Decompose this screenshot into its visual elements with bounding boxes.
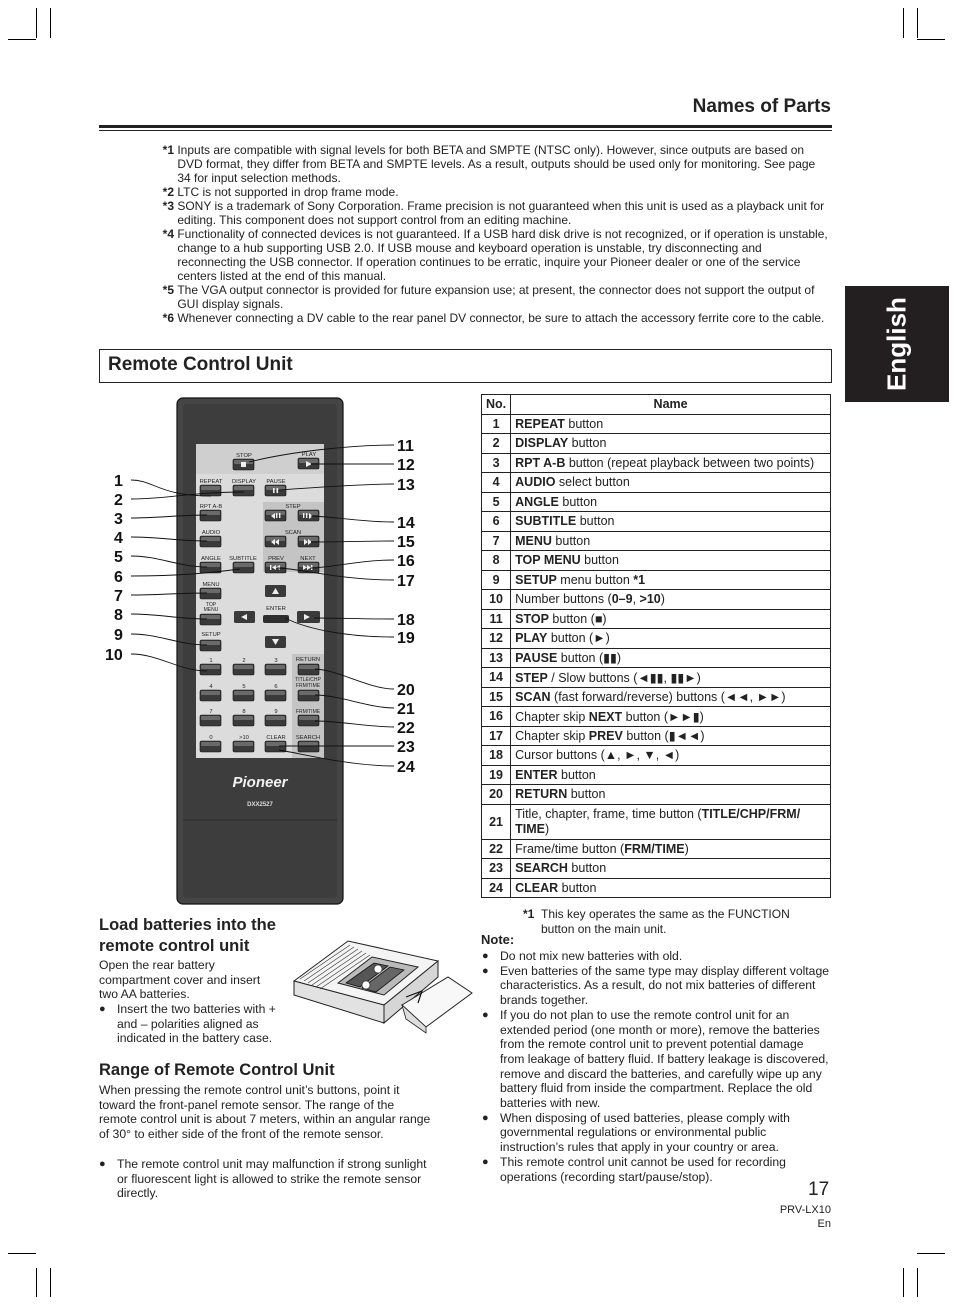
footnote-text: Whenever connecting a DV cable to the rear panel DV connector, be sure to attach the accessory ferrite core to the cable.	[177, 311, 825, 325]
table-row	[482, 629, 831, 649]
table-cell-name	[511, 531, 831, 551]
label-num: 7	[209, 709, 213, 715]
table-row	[482, 726, 831, 746]
table-cell-no: 2	[482, 434, 511, 454]
footnote-text: SONY is a trademark of Sony Corporation. Frame precision is not guaranteed when this unit is used as a playback unit for editing. This component does not support control from an editing machine.	[177, 199, 825, 227]
label-num: 5	[242, 684, 246, 690]
batteries-bullets	[99, 1002, 289, 1046]
label-num: 2	[242, 658, 246, 664]
column-header-no: No.	[482, 395, 511, 415]
table-cell-name	[511, 785, 831, 805]
label-enter: ENTER	[266, 606, 286, 612]
table-cell-no: 19	[482, 765, 511, 785]
table-cell-name	[511, 726, 831, 746]
table-cell-text: )	[660, 592, 665, 607]
table-cell-text: TITLE/CHP/FRM/ TIME	[515, 806, 804, 836]
footnote-mark: *3	[162, 199, 174, 213]
label-menu: MENU	[202, 582, 220, 588]
table-cell-name	[511, 473, 831, 493]
table-cell-text: MENU	[515, 533, 552, 548]
header-rule	[99, 125, 832, 128]
callout-number: 12	[397, 457, 415, 474]
callout-number: 23	[397, 739, 415, 756]
callout-number: 1	[114, 473, 123, 490]
batteries-heading-line: remote control unit	[99, 937, 250, 955]
table-cell-no: 16	[482, 707, 511, 727]
table-cell-text: Cursor buttons (▲, ►, ▼, ◄)	[515, 748, 680, 763]
label-scan: SCAN	[284, 530, 302, 536]
table-cell-no: 5	[482, 492, 511, 512]
table-cell-no: 7	[482, 531, 511, 551]
list-item: ● Do not mix new batteries with old.	[482, 949, 830, 964]
table-cell-no: 8	[482, 551, 511, 571]
footnote-text: Functionality of connected devices is not guaranteed. If a USB hard disk drive is not recognized, or if operation is unstable, change to a hub supporting USB 2.0. If USB mouse and keyboard operation is unstable, try disconnecting and reconnecting the USB connector. If operation continues to be erratic, inquire your Pioneer dealer or one of the service centers listed at the end of this manual.	[177, 227, 828, 283]
batteries-heading	[99, 915, 276, 957]
battery-illustration	[288, 933, 478, 1043]
crop-mark	[50, 8, 51, 38]
language-tab-label: English	[881, 297, 912, 391]
table-cell-no: 9	[482, 570, 511, 590]
label-frm-time: FRM/TIME	[295, 709, 321, 715]
table-cell-text: SCAN	[515, 689, 551, 704]
table-cell-name	[511, 765, 831, 785]
label-return: RETURN	[295, 657, 321, 663]
table-footnote-text: This key operates the same as the FUNCTION button on the main unit.	[541, 907, 790, 936]
table-cell-text: button (▮◄◄)	[622, 729, 705, 744]
table-cell-no: 4	[482, 473, 511, 493]
label-subtitle: SUBTITLE	[229, 556, 257, 562]
table-row	[482, 839, 831, 859]
table-cell-name	[511, 492, 831, 512]
table-cell-text: ENTER	[515, 767, 558, 782]
footnote-list	[150, 143, 830, 325]
language-code: En	[817, 1218, 831, 1230]
batteries-body: Open the rear battery compartment cover and insert two AA batteries.	[99, 958, 261, 1002]
table-cell-no: 18	[482, 746, 511, 766]
table-row	[482, 878, 831, 898]
callout-number: 15	[397, 534, 415, 551]
crop-mark	[917, 8, 918, 38]
table-cell-text: SETUP	[515, 572, 557, 587]
column-header-name: Name	[511, 395, 831, 415]
label-num: 6	[274, 684, 278, 690]
table-cell-text: ,	[632, 592, 640, 607]
table-cell-no: 13	[482, 648, 511, 668]
table-cell-no: 6	[482, 512, 511, 532]
table-row	[482, 687, 831, 707]
table-cell-text: Chapter skip	[515, 729, 589, 744]
table-cell-text: Frame/time button (	[515, 841, 625, 856]
table-cell-text: Chapter skip	[515, 709, 589, 724]
label-title-chp: TITLE/CHP	[295, 677, 321, 683]
table-cell-text: button (►►▮)	[622, 709, 704, 724]
label-num: 1	[209, 658, 213, 664]
range-heading: Range of Remote Control Unit	[99, 1061, 335, 1079]
table-cell-no: 10	[482, 590, 511, 610]
label-num: 3	[274, 658, 278, 664]
remote-model-label: DXX2527	[247, 802, 273, 808]
table-cell-text: TOP MENU	[515, 553, 581, 568]
footnote-text: The VGA output connector is provided for future expansion use; at present, the connector does not support the output of GUI display signals.	[177, 283, 815, 311]
table-header-row	[482, 395, 831, 415]
list-item: ● The remote control unit may malfunction if strong sunlight or fluorescent light is allowed to strike the remote sensor directly.	[99, 1157, 435, 1201]
label-audio: AUDIO	[201, 530, 221, 536]
table-cell-text: button (▮▮)	[557, 651, 622, 666]
remote-illustration	[99, 392, 479, 912]
header-rule-thin	[99, 130, 832, 131]
footnote-mark: *5	[162, 283, 174, 297]
callout-number: 2	[114, 492, 123, 509]
label-pause: PAUSE	[266, 479, 286, 485]
table-cell-name	[511, 687, 831, 707]
table-cell-no: 21	[482, 804, 511, 839]
callout-number: 19	[397, 630, 415, 647]
table-row	[482, 668, 831, 688]
table-footnote-mark: *1	[523, 907, 535, 921]
footnote	[150, 311, 830, 325]
crop-mark	[36, 1268, 37, 1297]
callout-number: 17	[397, 573, 415, 590]
table-cell-text: button	[576, 514, 615, 529]
table-cell-name	[511, 414, 831, 434]
section-title: Remote Control Unit	[108, 354, 293, 375]
list-item: ● Insert the two batteries with + and – polarities aligned as indicated in the battery case.	[99, 1002, 289, 1046]
footnote	[150, 143, 830, 185]
table-cell-text: RETURN	[515, 787, 568, 802]
model-name: PRV-LX10	[779, 1204, 831, 1216]
label-num: >10	[239, 735, 249, 741]
table-cell-text: 0–9	[611, 592, 633, 607]
footnote-mark: *2	[162, 185, 174, 199]
table-row	[482, 453, 831, 473]
footnote-mark: *4	[162, 227, 174, 241]
table-cell-name	[511, 570, 831, 590]
crop-mark	[50, 1268, 51, 1297]
crop-mark	[8, 1253, 36, 1254]
table-cell-text: (fast forward/reverse) buttons (◄◄, ►►)	[550, 689, 786, 704]
table-cell-name	[511, 707, 831, 727]
note-bullets	[482, 949, 830, 1184]
table-cell-text: button (repeat playback between two points)	[565, 455, 815, 470]
table-cell-text: )	[545, 821, 550, 836]
table-row	[482, 648, 831, 668]
table-cell-name	[511, 859, 831, 879]
table-cell-text: PREV	[588, 729, 623, 744]
model-footer	[780, 1203, 831, 1231]
label-clear: CLEAR	[266, 735, 286, 741]
label-play: PLAY	[301, 452, 317, 458]
table-cell-no: 17	[482, 726, 511, 746]
range-body: When pressing the remote control unit’s buttons, point it toward the front-panel remote sensor. The range of the remote control unit is about 7 meters, within an angular range of 30° to either side of the front of the remote sensor.	[99, 1083, 431, 1142]
table-row	[482, 590, 831, 610]
table-row	[482, 785, 831, 805]
table-cell-text: button	[558, 494, 598, 509]
table-cell-text: STEP	[515, 670, 548, 685]
table-cell-text: button	[567, 787, 606, 802]
crop-mark	[8, 39, 36, 40]
callout-number: 24	[397, 759, 415, 776]
table-cell-name	[511, 551, 831, 571]
label-setup: SETUP	[201, 632, 221, 638]
table-cell-no: 11	[482, 609, 511, 629]
parts-table-body	[482, 414, 831, 898]
label-rpt-ab: RPT A-B	[199, 504, 223, 510]
table-cell-text: NEXT	[588, 709, 623, 724]
table-cell-text: menu button	[556, 572, 634, 587]
table-cell-text: select button	[555, 475, 630, 490]
table-cell-name	[511, 453, 831, 473]
callout-number: 21	[397, 701, 415, 718]
table-cell-name	[511, 839, 831, 859]
table-row	[482, 473, 831, 493]
range-bullets	[99, 1157, 435, 1201]
footnote	[150, 227, 830, 283]
table-cell-no: 1	[482, 414, 511, 434]
table-cell-no: 12	[482, 629, 511, 649]
footnote-mark: *6	[162, 311, 174, 325]
table-cell-text: DISPLAY	[515, 436, 569, 451]
table-cell-name	[511, 668, 831, 688]
table-cell-text: *1	[633, 572, 646, 587]
table-cell-text: RPT A-B	[515, 455, 566, 470]
label-num: 9	[274, 709, 278, 715]
table-cell-text: / Slow buttons (◄▮▮, ▮▮►)	[547, 670, 701, 685]
table-cell-name	[511, 434, 831, 454]
table-row	[482, 859, 831, 879]
brand-logo: Pioneer	[232, 774, 288, 791]
footnote-text: Inputs are compatible with signal levels for both BETA and SMPTE (NTSC only). However, since outputs are based on DVD format, they differ from BETA and SMPTE levels. As a result, outputs should be used only for monitoring. See page 34 for input selection methods.	[177, 143, 816, 185]
table-row	[482, 551, 831, 571]
page-header-title: Names of Parts	[692, 96, 831, 117]
table-cell-text: SUBTITLE	[515, 514, 577, 529]
callout-number: 5	[114, 549, 123, 566]
table-cell-name	[511, 629, 831, 649]
label-stop: STOP	[236, 453, 252, 459]
table-cell-name	[511, 804, 831, 839]
parts-table	[481, 394, 831, 898]
table-cell-text: SEARCH	[515, 861, 568, 876]
table-row	[482, 512, 831, 532]
table-cell-text: STOP	[515, 611, 549, 626]
table-cell-no: 14	[482, 668, 511, 688]
table-cell-text: FRM/TIME	[624, 841, 685, 856]
callout-number: 10	[105, 647, 123, 664]
table-row	[482, 609, 831, 629]
table-cell-text: CLEAR	[515, 880, 559, 895]
table-cell-no: 3	[482, 453, 511, 473]
section-heading-box	[99, 349, 832, 383]
table-cell-name	[511, 648, 831, 668]
table-cell-name	[511, 746, 831, 766]
label-search: SEARCH	[295, 735, 321, 741]
footnote	[150, 283, 830, 311]
callout-number: 8	[114, 607, 123, 624]
table-cell-text: button	[567, 861, 607, 876]
table-row	[482, 746, 831, 766]
table-cell-text: REPEAT	[515, 416, 565, 431]
table-cell-no: 23	[482, 859, 511, 879]
table-cell-name	[511, 590, 831, 610]
footnote	[150, 199, 830, 227]
footnote-mark: *1	[162, 143, 174, 157]
table-cell-name	[511, 878, 831, 898]
table-cell-text: button (■)	[548, 611, 607, 626]
table-row	[482, 570, 831, 590]
callout-number: 6	[114, 569, 123, 586]
table-row	[482, 492, 831, 512]
table-cell-text: Number buttons (	[515, 592, 612, 607]
callout-number: 7	[114, 588, 123, 605]
table-footnote	[523, 907, 823, 937]
callout-number: 14	[397, 515, 415, 532]
table-cell-no: 22	[482, 839, 511, 859]
callout-number: 13	[397, 477, 415, 494]
callout-number: 11	[397, 438, 414, 455]
table-cell-text: )	[684, 841, 689, 856]
page-number: 17	[808, 1179, 830, 1200]
callout-number: 18	[397, 612, 415, 629]
table-row	[482, 414, 831, 434]
language-tab	[845, 286, 949, 402]
callout-number: 3	[114, 511, 123, 528]
table-row	[482, 765, 831, 785]
label-next: NEXT	[300, 556, 316, 562]
callout-number: 22	[397, 720, 415, 737]
list-item: ● If you do not plan to use the remote control unit for an extended period (one month or more), remove the batteries from the remote control unit to prevent potential damage from leakage of battery fluid. If battery leakage is discovered, remove and discard the batteries, and carefully wipe up any battery fluid from inside the compartment. Replace the old batteries with new.	[482, 1008, 830, 1111]
callout-number: 4	[114, 530, 123, 547]
label-display: DISPLAY	[231, 479, 257, 485]
table-cell-text: button (►)	[547, 631, 610, 646]
crop-mark	[903, 8, 904, 38]
label-prev: PREV	[268, 556, 284, 562]
callout-number: 9	[114, 627, 123, 644]
table-cell-text: button	[568, 436, 607, 451]
label-num: 0	[209, 735, 213, 741]
table-cell-no: 15	[482, 687, 511, 707]
label-repeat: REPEAT	[199, 479, 223, 485]
table-cell-text: PAUSE	[515, 651, 558, 666]
table-cell-no: 24	[482, 878, 511, 898]
label-frm-time: FRM/TIME	[295, 683, 321, 689]
label-num: 8	[242, 709, 246, 715]
table-cell-text: button	[564, 416, 604, 431]
table-row	[482, 434, 831, 454]
table-cell-text: >10	[639, 592, 661, 607]
table-cell-text: PLAY	[515, 631, 548, 646]
label-angle: ANGLE	[201, 556, 221, 562]
table-cell-text: ANGLE	[515, 494, 559, 509]
table-row	[482, 531, 831, 551]
crop-mark	[917, 39, 945, 40]
list-item: ● Even batteries of the same type may display different voltage characteristics. As a result, do not mix batteries of different brands together.	[482, 964, 830, 1008]
note-label: Note:	[481, 932, 515, 947]
label-num: 4	[209, 684, 213, 690]
table-cell-text: button	[558, 880, 597, 895]
label-top-menu: TOP	[205, 602, 217, 608]
table-cell-text: AUDIO	[515, 475, 556, 490]
crop-mark	[36, 8, 37, 38]
table-cell-name	[511, 512, 831, 532]
label-step: STEP	[285, 504, 301, 510]
table-row	[482, 804, 831, 839]
list-item: ● When disposing of used batteries, please comply with governmental regulations or environmental public instruction’s rules that apply in your country or area.	[482, 1111, 830, 1155]
table-cell-text: button	[557, 767, 596, 782]
table-cell-no: 20	[482, 785, 511, 805]
table-cell-text: button	[551, 533, 591, 548]
callout-number: 20	[397, 682, 415, 699]
crop-mark	[903, 1268, 904, 1297]
crop-mark	[917, 1253, 945, 1254]
footnote	[150, 185, 830, 199]
footnote-text: LTC is not supported in drop frame mode.	[177, 185, 399, 199]
table-row	[482, 707, 831, 727]
table-cell-text: Title, chapter, frame, time button (	[515, 806, 702, 821]
list-item: ● This remote control unit cannot be used for recording operations (recording start/pause/stop).	[482, 1155, 830, 1184]
callout-number: 16	[397, 553, 415, 570]
table-cell-text: button	[580, 553, 619, 568]
batteries-heading-line: Load batteries into the	[99, 916, 276, 934]
label-top-menu: MENU	[203, 607, 219, 613]
table-cell-name	[511, 609, 831, 629]
crop-mark	[917, 1268, 918, 1297]
